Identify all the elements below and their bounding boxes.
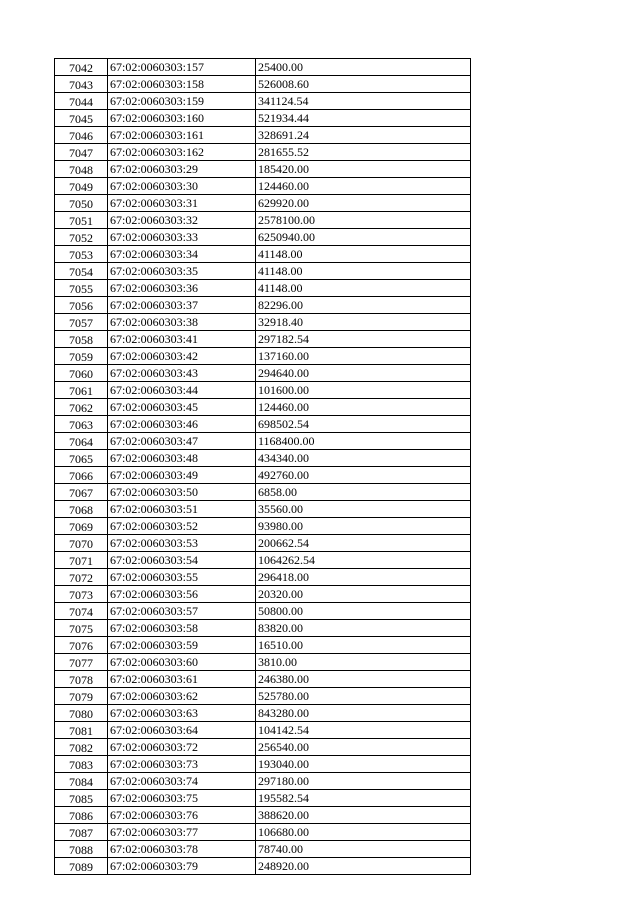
row-number-cell: 7055	[55, 280, 108, 297]
table-row	[55, 671, 471, 688]
table-row	[55, 824, 471, 841]
row-number-cell: 7060	[55, 365, 108, 382]
cadastral-value-cell: 101600.00	[256, 382, 471, 399]
table-row	[55, 807, 471, 824]
row-number-cell: 7042	[55, 59, 108, 76]
row-number-cell: 7058	[55, 331, 108, 348]
cadastral-number-cell: 67:02:0060303:50	[108, 484, 256, 501]
cadastral-value-cell: 41148.00	[256, 263, 471, 280]
row-number-cell: 7053	[55, 246, 108, 263]
cadastral-number-cell: 67:02:0060303:76	[108, 807, 256, 824]
table-row	[55, 212, 471, 229]
cadastral-number-cell: 67:02:0060303:29	[108, 161, 256, 178]
cadastral-number-cell: 67:02:0060303:62	[108, 688, 256, 705]
row-number-cell: 7081	[55, 722, 108, 739]
cadastral-value-cell: 341124.54	[256, 93, 471, 110]
cadastral-value-cell: 843280.00	[256, 705, 471, 722]
row-number-cell: 7069	[55, 518, 108, 535]
cadastral-number-cell: 67:02:0060303:31	[108, 195, 256, 212]
cadastral-number-cell: 67:02:0060303:56	[108, 586, 256, 603]
table-row	[55, 365, 471, 382]
cadastral-number-cell: 67:02:0060303:51	[108, 501, 256, 518]
cadastral-value-cell: 124460.00	[256, 178, 471, 195]
table-row	[55, 603, 471, 620]
row-number-cell: 7077	[55, 654, 108, 671]
cadastral-value-cell: 526008.60	[256, 76, 471, 93]
row-number-cell: 7067	[55, 484, 108, 501]
cadastral-value-cell: 82296.00	[256, 297, 471, 314]
row-number-cell: 7050	[55, 195, 108, 212]
row-number-cell: 7049	[55, 178, 108, 195]
cadastral-number-cell: 67:02:0060303:77	[108, 824, 256, 841]
table-row	[55, 620, 471, 637]
cadastral-number-cell: 67:02:0060303:42	[108, 348, 256, 365]
row-number-cell: 7086	[55, 807, 108, 824]
table-row	[55, 535, 471, 552]
table-row	[55, 586, 471, 603]
table-row	[55, 467, 471, 484]
table-row	[55, 280, 471, 297]
table-row	[55, 195, 471, 212]
table-row	[55, 110, 471, 127]
row-number-cell: 7070	[55, 535, 108, 552]
table-row	[55, 450, 471, 467]
cadastral-value-cell: 698502.54	[256, 416, 471, 433]
cadastral-value-cell: 195582.54	[256, 790, 471, 807]
row-number-cell: 7080	[55, 705, 108, 722]
row-number-cell: 7054	[55, 263, 108, 280]
table-row	[55, 841, 471, 858]
cadastral-value-cell: 50800.00	[256, 603, 471, 620]
table-row	[55, 263, 471, 280]
table-row	[55, 161, 471, 178]
cadastral-value-cell: 297180.00	[256, 773, 471, 790]
row-number-cell: 7083	[55, 756, 108, 773]
cadastral-value-cell: 294640.00	[256, 365, 471, 382]
table-row	[55, 722, 471, 739]
cadastral-value-cell: 16510.00	[256, 637, 471, 654]
table-row	[55, 756, 471, 773]
cadastral-number-cell: 67:02:0060303:36	[108, 280, 256, 297]
table-body	[55, 59, 471, 875]
cadastral-number-cell: 67:02:0060303:61	[108, 671, 256, 688]
cadastral-value-cell: 1168400.00	[256, 433, 471, 450]
table-row	[55, 76, 471, 93]
cadastral-number-cell: 67:02:0060303:160	[108, 110, 256, 127]
cadastral-number-cell: 67:02:0060303:162	[108, 144, 256, 161]
table-row	[55, 739, 471, 756]
row-number-cell: 7073	[55, 586, 108, 603]
cadastral-number-cell: 67:02:0060303:38	[108, 314, 256, 331]
cadastral-value-cell: 3810.00	[256, 654, 471, 671]
row-number-cell: 7043	[55, 76, 108, 93]
cadastral-number-cell: 67:02:0060303:52	[108, 518, 256, 535]
table-row	[55, 416, 471, 433]
table-row	[55, 93, 471, 110]
cadastral-value-cell: 32918.40	[256, 314, 471, 331]
cadastral-number-cell: 67:02:0060303:74	[108, 773, 256, 790]
row-number-cell: 7087	[55, 824, 108, 841]
table-row	[55, 569, 471, 586]
cadastral-number-cell: 67:02:0060303:41	[108, 331, 256, 348]
cadastral-number-cell: 67:02:0060303:72	[108, 739, 256, 756]
row-number-cell: 7088	[55, 841, 108, 858]
cadastral-number-cell: 67:02:0060303:35	[108, 263, 256, 280]
row-number-cell: 7048	[55, 161, 108, 178]
table-row	[55, 518, 471, 535]
cadastral-number-cell: 67:02:0060303:48	[108, 450, 256, 467]
cadastral-number-cell: 67:02:0060303:73	[108, 756, 256, 773]
row-number-cell: 7072	[55, 569, 108, 586]
row-number-cell: 7047	[55, 144, 108, 161]
cadastral-number-cell: 67:02:0060303:78	[108, 841, 256, 858]
cadastral-value-cell: 35560.00	[256, 501, 471, 518]
table-row	[55, 858, 471, 875]
table-row	[55, 399, 471, 416]
cadastral-value-cell: 185420.00	[256, 161, 471, 178]
cadastral-value-cell: 1064262.54	[256, 552, 471, 569]
row-number-cell: 7052	[55, 229, 108, 246]
row-number-cell: 7079	[55, 688, 108, 705]
cadastral-number-cell: 67:02:0060303:158	[108, 76, 256, 93]
cadastral-value-cell: 256540.00	[256, 739, 471, 756]
cadastral-number-cell: 67:02:0060303:53	[108, 535, 256, 552]
row-number-cell: 7076	[55, 637, 108, 654]
cadastral-value-cell: 83820.00	[256, 620, 471, 637]
cadastral-value-cell: 124460.00	[256, 399, 471, 416]
cadastral-number-cell: 67:02:0060303:43	[108, 365, 256, 382]
row-number-cell: 7051	[55, 212, 108, 229]
cadastral-value-cell: 521934.44	[256, 110, 471, 127]
table-row	[55, 773, 471, 790]
cadastral-number-cell: 67:02:0060303:45	[108, 399, 256, 416]
cadastral-number-cell: 67:02:0060303:63	[108, 705, 256, 722]
cadastral-number-cell: 67:02:0060303:33	[108, 229, 256, 246]
cadastral-number-cell: 67:02:0060303:64	[108, 722, 256, 739]
row-number-cell: 7071	[55, 552, 108, 569]
cadastral-value-cell: 281655.52	[256, 144, 471, 161]
cadastral-number-cell: 67:02:0060303:161	[108, 127, 256, 144]
cadastral-number-cell: 67:02:0060303:59	[108, 637, 256, 654]
cadastral-value-cell: 388620.00	[256, 807, 471, 824]
cadastral-value-cell: 106680.00	[256, 824, 471, 841]
table-row	[55, 297, 471, 314]
row-number-cell: 7085	[55, 790, 108, 807]
row-number-cell: 7056	[55, 297, 108, 314]
row-number-cell: 7059	[55, 348, 108, 365]
table-row	[55, 790, 471, 807]
cadastral-value-cell: 104142.54	[256, 722, 471, 739]
cadastral-value-cell: 525780.00	[256, 688, 471, 705]
cadastral-number-cell: 67:02:0060303:46	[108, 416, 256, 433]
table-row	[55, 637, 471, 654]
cadastral-value-cell: 20320.00	[256, 586, 471, 603]
row-number-cell: 7044	[55, 93, 108, 110]
cadastral-value-cell: 41148.00	[256, 280, 471, 297]
cadastral-number-cell: 67:02:0060303:79	[108, 858, 256, 875]
row-number-cell: 7062	[55, 399, 108, 416]
cadastral-value-cell: 41148.00	[256, 246, 471, 263]
cadastral-number-cell: 67:02:0060303:159	[108, 93, 256, 110]
table-row	[55, 314, 471, 331]
row-number-cell: 7082	[55, 739, 108, 756]
cadastral-value-cell: 193040.00	[256, 756, 471, 773]
cadastral-value-cell: 25400.00	[256, 59, 471, 76]
cadastral-value-cell: 492760.00	[256, 467, 471, 484]
table-row	[55, 688, 471, 705]
cadastral-value-cell: 78740.00	[256, 841, 471, 858]
cadastral-value-cell: 629920.00	[256, 195, 471, 212]
cadastral-value-cell: 434340.00	[256, 450, 471, 467]
cadastral-value-cell: 328691.24	[256, 127, 471, 144]
cadastral-number-cell: 67:02:0060303:47	[108, 433, 256, 450]
cadastral-number-cell: 67:02:0060303:75	[108, 790, 256, 807]
cadastral-number-cell: 67:02:0060303:55	[108, 569, 256, 586]
cadastral-number-cell: 67:02:0060303:54	[108, 552, 256, 569]
row-number-cell: 7089	[55, 858, 108, 875]
table-row	[55, 331, 471, 348]
row-number-cell: 7074	[55, 603, 108, 620]
table-row	[55, 382, 471, 399]
cadastral-value-cell: 93980.00	[256, 518, 471, 535]
cadastral-value-cell: 6250940.00	[256, 229, 471, 246]
cadastral-value-cell: 137160.00	[256, 348, 471, 365]
table-row	[55, 178, 471, 195]
cadastral-value-table	[54, 58, 471, 875]
row-number-cell: 7068	[55, 501, 108, 518]
row-number-cell: 7075	[55, 620, 108, 637]
row-number-cell: 7064	[55, 433, 108, 450]
row-number-cell: 7061	[55, 382, 108, 399]
cadastral-number-cell: 67:02:0060303:49	[108, 467, 256, 484]
cadastral-number-cell: 67:02:0060303:57	[108, 603, 256, 620]
cadastral-number-cell: 67:02:0060303:44	[108, 382, 256, 399]
row-number-cell: 7065	[55, 450, 108, 467]
table-row	[55, 59, 471, 76]
cadastral-value-cell: 200662.54	[256, 535, 471, 552]
cadastral-number-cell: 67:02:0060303:157	[108, 59, 256, 76]
cadastral-value-cell: 246380.00	[256, 671, 471, 688]
cadastral-value-cell: 6858.00	[256, 484, 471, 501]
cadastral-number-cell: 67:02:0060303:58	[108, 620, 256, 637]
row-number-cell: 7078	[55, 671, 108, 688]
cadastral-value-cell: 2578100.00	[256, 212, 471, 229]
table-row	[55, 144, 471, 161]
cadastral-value-cell: 248920.00	[256, 858, 471, 875]
row-number-cell: 7045	[55, 110, 108, 127]
cadastral-number-cell: 67:02:0060303:32	[108, 212, 256, 229]
table-row	[55, 654, 471, 671]
cadastral-value-cell: 296418.00	[256, 569, 471, 586]
cadastral-number-cell: 67:02:0060303:37	[108, 297, 256, 314]
cadastral-number-cell: 67:02:0060303:34	[108, 246, 256, 263]
row-number-cell: 7057	[55, 314, 108, 331]
cadastral-value-cell: 297182.54	[256, 331, 471, 348]
row-number-cell: 7063	[55, 416, 108, 433]
cadastral-number-cell: 67:02:0060303:60	[108, 654, 256, 671]
table-row	[55, 433, 471, 450]
table-row	[55, 501, 471, 518]
table-row	[55, 484, 471, 501]
table-row	[55, 229, 471, 246]
table-row	[55, 348, 471, 365]
table-row	[55, 552, 471, 569]
table-row	[55, 705, 471, 722]
row-number-cell: 7084	[55, 773, 108, 790]
row-number-cell: 7066	[55, 467, 108, 484]
table-row	[55, 246, 471, 263]
table-row	[55, 127, 471, 144]
cadastral-number-cell: 67:02:0060303:30	[108, 178, 256, 195]
row-number-cell: 7046	[55, 127, 108, 144]
